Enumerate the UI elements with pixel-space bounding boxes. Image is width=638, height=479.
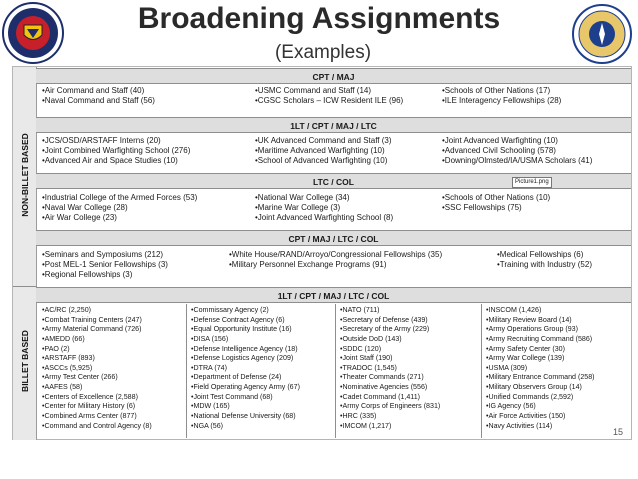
list-item: •DISA (156)	[191, 334, 229, 343]
list-item: •SSC Fellowships (75)	[442, 202, 522, 212]
list-item: •Advanced Civil Schooling (578)	[442, 145, 556, 155]
list-item: •Schools of Other Nations (17)	[442, 86, 551, 95]
list-item: •Naval Command and Staff (56)	[42, 95, 155, 105]
section-cpt-col-col3	[497, 250, 592, 270]
list-item: •HRC (335)	[340, 412, 377, 421]
list-item: •SDDC (120)	[340, 344, 382, 353]
list-item: •MDW (165)	[191, 402, 230, 411]
list-item: •CGSC Scholars – ICW Resident ILE (96)	[255, 95, 404, 105]
section-header-ltc-col: LTC / COL	[36, 173, 631, 189]
list-item: •INSCOM (1,426)	[486, 306, 542, 314]
page-subtitle: (Examples)	[274, 42, 372, 63]
list-item: •ASCCs (5,925)	[42, 363, 93, 372]
column-divider	[335, 304, 336, 438]
infantry-school-seal-icon	[572, 4, 632, 64]
list-item: •Department of Defense (24)	[191, 373, 282, 382]
list-item: •PAO (2)	[42, 344, 70, 353]
list-item: •UK Advanced Command and Staff (3)	[255, 136, 392, 145]
list-item: •Theater Commands (271)	[340, 373, 424, 382]
section-cpt-col-col1	[42, 250, 168, 279]
column-divider	[186, 304, 187, 438]
section-cpt-maj-col1	[42, 86, 155, 106]
list-item: •AMEDD (66)	[42, 334, 85, 343]
billet-label: BILLET BASED	[20, 330, 30, 392]
list-item: •Army Recruiting Command (586)	[486, 334, 593, 343]
list-item: •DTRA (74)	[191, 363, 227, 372]
list-item: •USMA (309)	[486, 363, 528, 372]
list-item: •Industrial College of the Armed Forces (53)	[42, 193, 198, 202]
list-item: •Commissary Agency (2)	[191, 306, 269, 314]
list-item: •Maritime Advanced Warfighting (10)	[255, 145, 385, 155]
page-number: 15	[613, 427, 624, 437]
section-cpt-maj-col3	[442, 86, 561, 106]
list-item: •Navy Activities (114)	[486, 421, 553, 430]
list-item: •Military Personnel Exchange Programs (91)	[229, 259, 387, 269]
list-item: •NGA (56)	[191, 421, 224, 430]
list-item: •Center for Military History (6)	[42, 402, 136, 411]
list-item: •Equal Opportunity Institute (16)	[191, 325, 292, 334]
list-item: •Training with Industry (52)	[497, 259, 592, 269]
list-item: •Combined Arms Center (877)	[42, 412, 137, 421]
non-billet-label: NON-BILLET BASED	[20, 133, 30, 217]
list-item: •Military Review Board (14)	[486, 315, 572, 324]
section-1lt-col-col3	[340, 306, 440, 431]
list-item: •Army Operations Group (93)	[486, 325, 578, 334]
list-item: •JCS/OSD/ARSTAFF Interns (20)	[42, 136, 161, 145]
page-title: Broadening Assignments	[137, 2, 501, 35]
list-item: •Army Test Center (266)	[42, 373, 118, 382]
section-1lt-col-col2	[191, 306, 300, 431]
section-ltc-col-col3	[442, 193, 550, 213]
list-item: •Joint Advanced Warfighting (10)	[442, 136, 558, 145]
list-item: •National Defense University (68)	[191, 412, 296, 421]
list-item: •Military Entrance Command (258)	[486, 373, 595, 382]
list-item: •IG Agency (56)	[486, 402, 536, 411]
list-item: •Joint Advanced Warfighting School (8)	[255, 212, 394, 222]
section-1lt-ltc-col2	[255, 136, 392, 165]
list-item: •Seminars and Symposiums (212)	[42, 250, 164, 259]
list-item: •Joint Staff (190)	[340, 354, 393, 363]
section-ltc-col-col1	[42, 193, 197, 222]
list-item: •Nominative Agencies (556)	[340, 383, 428, 392]
list-item: •Naval War College (28)	[42, 202, 128, 212]
section-header-cpt-col: CPT / MAJ / LTC / COL	[36, 230, 631, 246]
list-item: •Command and Control Agency (8)	[42, 421, 152, 430]
list-item: •Schools of Other Nations (10)	[442, 193, 551, 202]
list-item: •Combat Training Centers (247)	[42, 315, 142, 324]
list-item: •Defense Logistics Agency (209)	[191, 354, 294, 363]
list-item: •Army Corps of Engineers (831)	[340, 402, 441, 411]
list-item: •Joint Test Command (68)	[191, 392, 273, 401]
list-item: •Regional Fellowships (3)	[42, 269, 133, 279]
section-cpt-col-col2	[229, 250, 442, 270]
list-item: •AC/RC (2,250)	[42, 306, 92, 314]
list-item: •National War College (34)	[255, 193, 350, 202]
list-item: •Secretary of the Army (229)	[340, 325, 430, 334]
list-item: •IMCOM (1,217)	[340, 421, 392, 430]
section-1lt-ltc-col3	[442, 136, 592, 165]
list-item: •Air War College (23)	[42, 212, 117, 222]
list-item: •Post MEL-1 Senior Fellowships (3)	[42, 259, 168, 269]
section-cpt-maj-col2	[255, 86, 403, 106]
list-item: •White House/RAND/Arroyo/Congressional Fellowships (35)	[229, 250, 443, 259]
list-item: •Marine War College (3)	[255, 202, 341, 212]
section-header-cpt-maj: CPT / MAJ	[36, 68, 631, 84]
list-item: •Army Safety Center (30)	[486, 344, 565, 353]
section-1lt-col-col4	[486, 306, 595, 431]
column-divider	[481, 304, 482, 438]
list-item: •Joint Combined Warfighting School (276)	[42, 145, 191, 155]
section-1lt-ltc-col1	[42, 136, 190, 165]
list-item: •Air Command and Staff (40)	[42, 86, 145, 95]
list-item: •Field Operating Agency Army (67)	[191, 383, 300, 392]
list-item: •TRADOC (1,545)	[340, 363, 397, 372]
list-item: •Army War College (139)	[486, 354, 565, 363]
list-item: •Medical Fellowships (6)	[497, 250, 584, 259]
list-item: •NATO (711)	[340, 306, 380, 314]
section-ltc-col-col2	[255, 193, 393, 222]
list-item: •AAFES (58)	[42, 383, 83, 392]
list-item: •Army Material Command (726)	[42, 325, 142, 334]
list-item: •ARSTAFF (893)	[42, 354, 95, 363]
list-item: •USMC Command and Staff (14)	[255, 86, 372, 95]
list-item: •School of Advanced Warfighting (10)	[255, 155, 388, 165]
list-item: •Downing/Olmsted/IA/USMA Scholars (41)	[442, 155, 593, 165]
list-item: •Advanced Air and Space Studies (10)	[42, 155, 178, 165]
list-item: •Military Observers Group (14)	[486, 383, 582, 392]
list-item: •Defense Contract Agency (6)	[191, 315, 285, 324]
list-item: •Defense Intelligence Agency (18)	[191, 344, 298, 353]
section-header-1lt-col: 1LT / CPT / MAJ / LTC / COL	[36, 287, 631, 303]
picture-placeholder-tag: Picture1.png	[512, 177, 552, 188]
list-item: •Outside DoD (143)	[340, 334, 402, 343]
section-header-1lt-ltc: 1LT / CPT / MAJ / LTC	[36, 117, 631, 133]
list-item: •Unified Commands (2,592)	[486, 392, 574, 401]
list-item: •ILE Interagency Fellowships (28)	[442, 95, 562, 105]
list-item: •Air Force Activities (150)	[486, 412, 566, 421]
maneuver-center-seal-icon	[2, 2, 64, 64]
list-item: •Centers of Excellence (2,588)	[42, 392, 138, 401]
section-1lt-col-col1	[42, 306, 152, 431]
list-item: •Cadet Command (1,411)	[340, 392, 421, 401]
list-item: •Secretary of Defense (439)	[340, 315, 428, 324]
